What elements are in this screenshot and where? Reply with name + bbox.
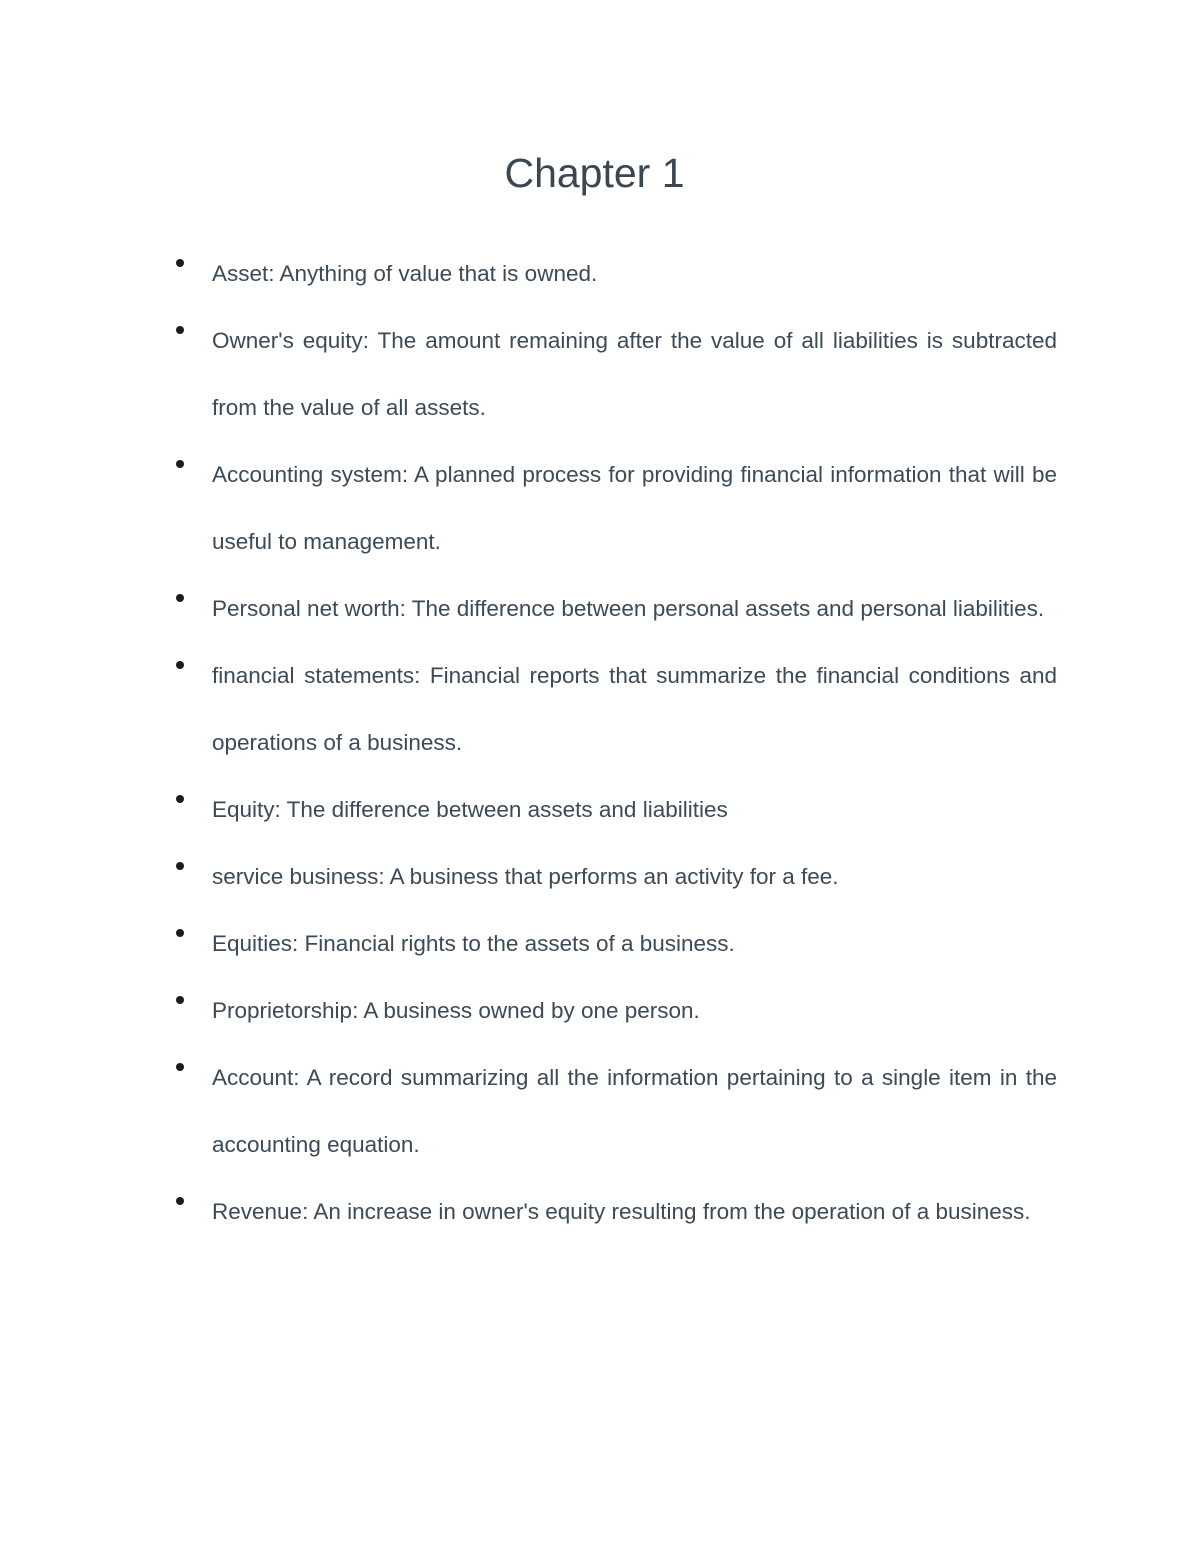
bullet-icon: [176, 326, 184, 334]
bullet-icon: [176, 259, 184, 267]
page-title: Chapter 1: [504, 150, 685, 196]
bullet-icon: [176, 795, 184, 803]
list-item-text: Personal net worth: The difference between personal assets and personal liabilities.: [212, 596, 1045, 621]
bullet-icon: [176, 996, 184, 1004]
list-item-text: Equity: The difference between assets and liabilities: [212, 797, 728, 822]
bullet-icon: [176, 460, 184, 468]
list-item: [212, 910, 1057, 977]
list-item-text: financial statements: Financial reports that summarize the financial conditions and operations of a business.: [212, 663, 1057, 755]
list-item-text: service business: A business that performs an activity for a fee.: [212, 864, 839, 889]
list-item-text: Asset: Anything of value that is owned.: [212, 261, 598, 286]
list-item: [212, 843, 1057, 910]
list-item: [212, 977, 1057, 1044]
list-item: [212, 776, 1057, 843]
list-item: [212, 1044, 1057, 1178]
list-item: [212, 575, 1057, 642]
list-item: [212, 240, 1057, 307]
bullet-icon: [176, 1063, 184, 1071]
list-item-text: Owner's equity: The amount remaining after the value of all liabilities is subtracted from the value of all assets.: [212, 328, 1057, 420]
bullet-icon: [176, 594, 184, 602]
list-item: [212, 1178, 1057, 1245]
bullet-icon: [176, 862, 184, 870]
bullet-icon: [176, 1197, 184, 1205]
bullet-icon: [176, 661, 184, 669]
list-item-text: Revenue: An increase in owner's equity resulting from the operation of a business.: [212, 1199, 1031, 1224]
list-item: [212, 441, 1057, 575]
list-item-text: Account: A record summarizing all the information pertaining to a single item in the accounting equation.: [212, 1065, 1057, 1157]
list-item-text: Equities: Financial rights to the assets of a business.: [212, 931, 735, 956]
bullet-icon: [176, 929, 184, 937]
definition-list: [212, 240, 1057, 1245]
list-item: [212, 642, 1057, 776]
list-item-text: Accounting system: A planned process for providing financial information that will be useful to management.: [212, 462, 1057, 554]
list-item-text: Proprietorship: A business owned by one person.: [212, 998, 700, 1023]
list-item: [212, 307, 1057, 441]
